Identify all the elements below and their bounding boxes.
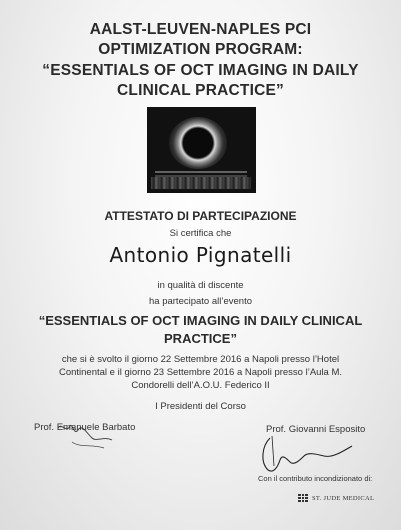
oct-scan-image [147, 107, 256, 193]
signature-left-name: Prof. Emanuele Barbato [34, 422, 136, 433]
header-line-1: AALST-LEUVEN-NAPLES PCI [89, 21, 312, 38]
certificate-title: ATTESTATO DI PARTECIPAZIONE [104, 209, 297, 223]
sponsor-text: Con il contributo incondizionato di: [258, 474, 373, 483]
event-details-line-3: Condorelli dell’A.O.U. Federico II [131, 380, 270, 391]
certifies-text: Si certifica che [169, 228, 232, 239]
event-title-line-1: “ESSENTIALS OF OCT IMAGING IN DAILY CLINICAL [38, 313, 363, 328]
header-line-3: “ESSENTIALS OF OCT IMAGING IN DAILY [42, 62, 359, 79]
signature-left-mark [52, 418, 122, 454]
st-jude-grid-icon [298, 494, 308, 502]
vessel-cross-section [169, 117, 227, 169]
signature-right-name: Prof. Giovanni Esposito [266, 424, 366, 435]
recipient-name: Antonio Pignatelli [109, 243, 292, 267]
event-details-line-1: che si è svolto il giorno 22 Settembre 2016 a Napoli presso l’Hotel [61, 354, 340, 365]
presidents-label: I Presidenti del Corso [155, 401, 246, 412]
header-line-4: CLINICAL PRACTICE” [117, 82, 284, 99]
signature-right-mark [256, 432, 366, 476]
st-jude-medical-logo [298, 494, 374, 502]
header-line-2: OPTIMIZATION PROGRAM: [98, 41, 303, 58]
event-details-line-2: Continental e il giorno 23 Settembre 2016 a Napoli presso l’Aula M. [58, 367, 343, 378]
event-title-line-2: PRACTICE” [164, 331, 237, 346]
role-text: in qualità di discente [157, 280, 244, 291]
participated-text: ha partecipato all’evento [149, 296, 252, 307]
logo-text: ST. JUDE MEDICAL [312, 494, 375, 502]
